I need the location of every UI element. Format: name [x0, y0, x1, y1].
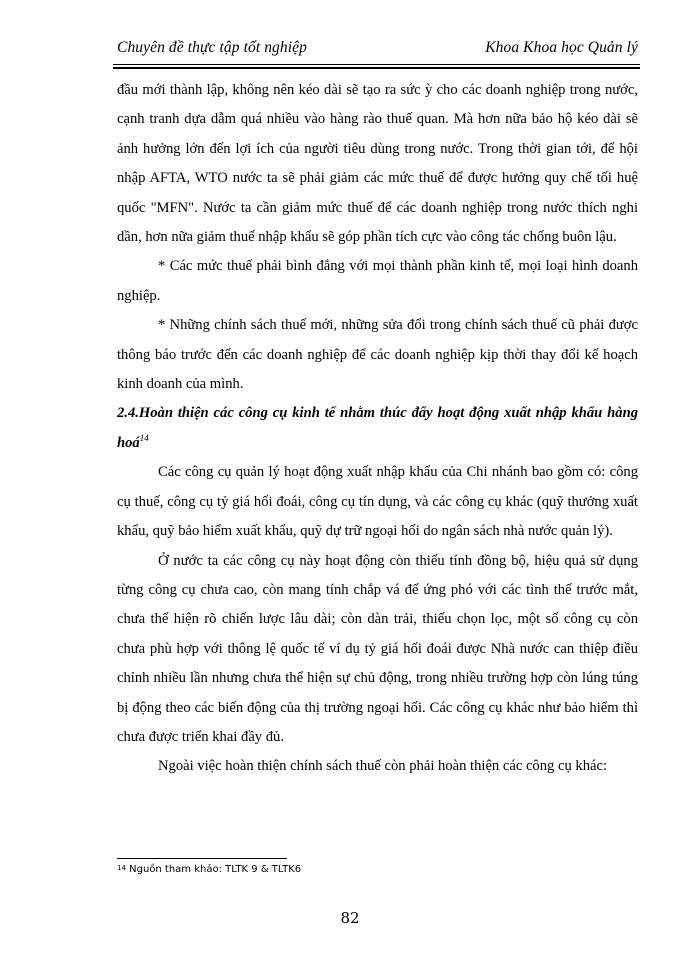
footnote-text: Nguồn tham khảo: TLTK 9 & TLTK6 — [129, 864, 302, 875]
header-rule-thin — [113, 64, 640, 65]
page-number: 82 — [340, 909, 360, 927]
paragraph-tools-list: Các công cụ quản lý hoạt động xuất nhập khẩu của Chi nhánh bao gồm có: công cụ thuế, công cụ tỷ giá hối đoái, công cụ tín dụng, và các công cụ khác (quỹ thưởng xuất khẩu, quỹ bảo hiểm xuất khẩu, quỹ dự trữ ngoại hối do ngân sách nhà nước quản lý). — [117, 464, 638, 540]
paragraph-bullet-equal-tax: * Các mức thuế phải bình đẳng với mọi thành phần kinh tế, mọi loại hình doanh nghiệp. — [117, 258, 638, 304]
section-heading — [117, 399, 638, 458]
header-rule-thick — [113, 67, 640, 69]
paragraph-continuation: đầu mới thành lập, không nên kéo dài sẽ tạo ra sức ỳ cho các doanh nghiệp trong nước, cạnh tranh dựa dẫm quá nhiều vào hàng rào thuế quan. Mà hơn nữa bảo hộ kéo dài sẽ ảnh hưởng lớn đến lợi ích của người tiêu dùng trong nước. Trong thời gian tới, để hội nhập AFTA, WTO nước ta sẽ phải giảm các mức thuế để được hưởng quy chế tối huệ quốc "MFN". Nước ta cần giảm mức thuế để các doanh nghiệp trong nước thích nghi dần, hơn nữa giảm thuế nhập khẩu sẽ góp phần tích cực vào công tác chống buôn lậu. — [117, 82, 638, 246]
header-right: Khoa Khoa học Quản lý — [485, 39, 638, 56]
footnote — [117, 864, 301, 875]
section-title: 2.4.Hoàn thiện các công cụ kinh tế nhằm thúc đẩy hoạt động xuất nhập khẩu hàng hoá — [117, 405, 638, 451]
paragraph-tools-assessment: Ở nước ta các công cụ này hoạt động còn thiếu tính đồng bộ, hiệu quả sử dụng từng công cụ chưa cao, còn mang tính chắp vá để ứng phó với các tình thế trước mắt, chưa thể hiện rõ chiến lược lâu dài; còn dàn trải, thiếu chọn lọc, một số công cụ còn chưa phù hợp với thông lệ quốc tế ví dụ tỷ giá hối đoái được Nhà nước can thiệp điều chỉnh nhiều lần nhưng chưa thể hiện sự chủ động, trong nhiều trường hợp còn lúng túng bị động theo các biến động của thị trường ngoại hối. Các công cụ khác như bảo hiểm thì chưa được triển khai đầy đủ. — [117, 552, 638, 745]
footnote-mark: 14 — [117, 864, 126, 872]
body-text — [117, 76, 638, 782]
running-header — [117, 39, 638, 65]
footnote-rule — [117, 858, 287, 859]
header-left: Chuyên đề thực tập tốt nghiệp — [117, 39, 307, 56]
section-footnote-ref: 14 — [139, 432, 149, 443]
paragraph-bullet-new-policy: * Những chính sách thuế mới, những sửa đổi trong chính sách thuế cũ phải được thông báo trước đến các doanh nghiệp để các doanh nghiệp kịp thời thay đổi kế hoạch kinh doanh của mình. — [117, 317, 638, 393]
paragraph-other-tools: Ngoài việc hoàn thiện chính sách thuế còn phải hoàn thiện các công cụ khác: — [158, 758, 608, 775]
